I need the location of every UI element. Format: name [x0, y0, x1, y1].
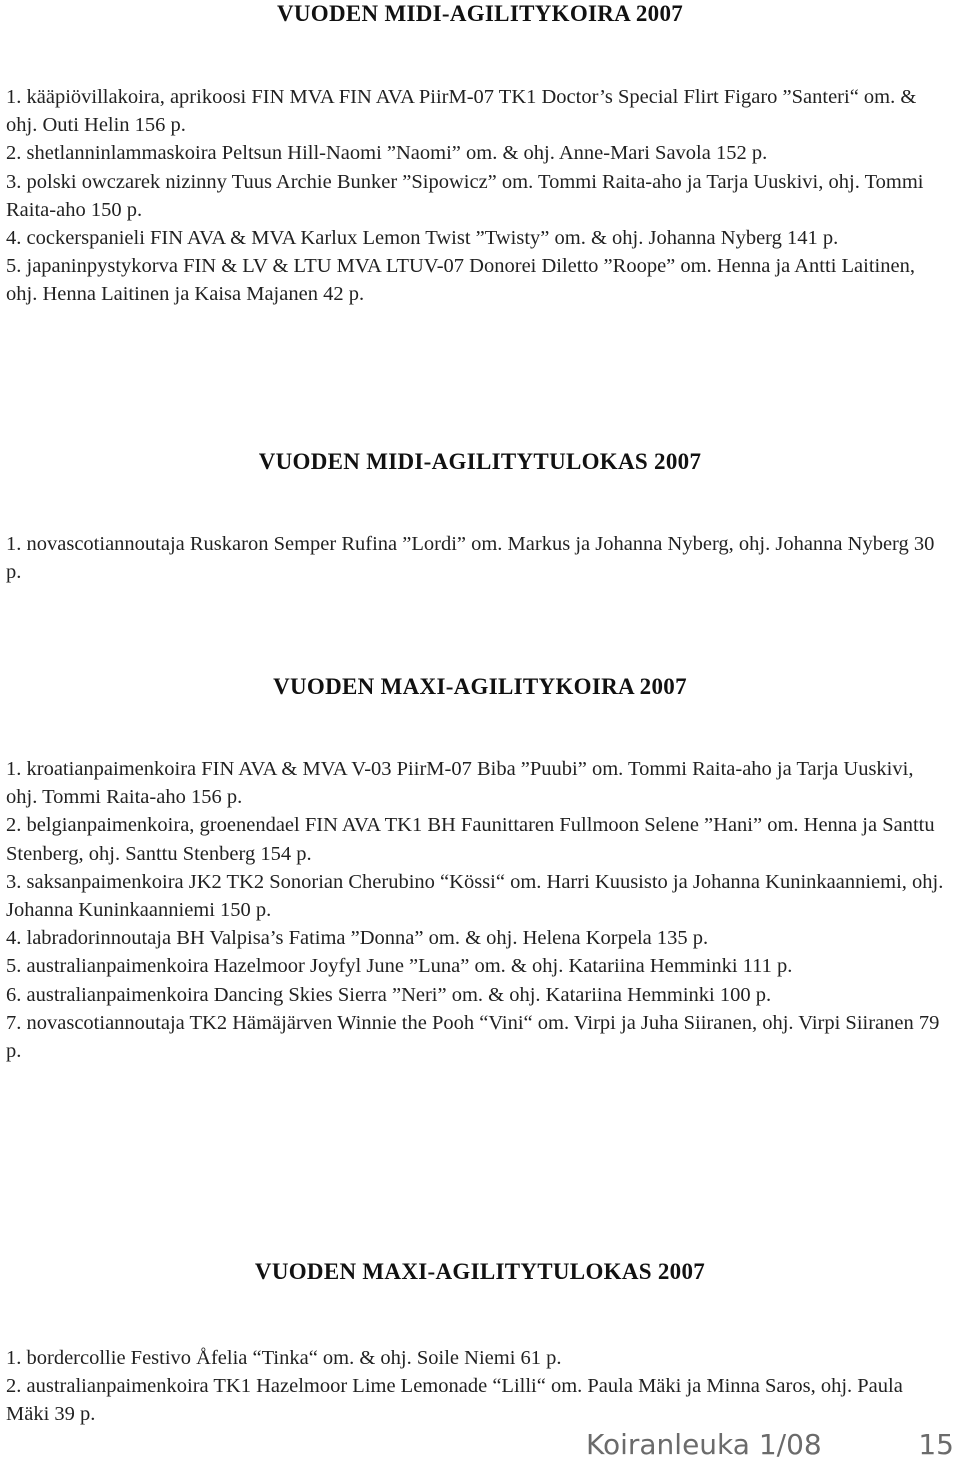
magazine-issue: Koiranleuka 1/08: [586, 1428, 822, 1461]
page-footer: [586, 1428, 960, 1462]
list-item: 1. kroatianpaimenkoira FIN AVA & MVA V-03 PiirM-07 Biba ”Puubi” om. Tommi Raita-aho ja Tarja Uuskivi, ohj. Tommi Raita-aho 156 p.: [6, 758, 914, 809]
list-item: 3. polski owczarek nizinny Tuus Archie Bunker ”Sipowicz” om. Tommi Raita-aho ja Tarja Uuskivi, ohj. Tommi Raita-aho 150 p.: [6, 170, 924, 221]
list-item: 2. belgianpaimenkoira, groenendael FIN AVA TK1 BH Faunittaren Fullmoon Selene ”Hani” om. Henna ja Santtu Stenberg, ohj. Santtu Stenberg 154 p.: [6, 814, 935, 865]
section-heading: VUODEN MAXI-AGILITYKOIRA 2007: [273, 674, 687, 699]
list-item: 5. japaninpystykorva FIN & LV & LTU MVA LTUV-07 Donorei Diletto ”Roope” om. Henna ja Antti Laitinen, ohj. Henna Laitinen ja Kaisa Majanen 42 p.: [6, 255, 915, 306]
page-number: 15: [918, 1428, 954, 1461]
results-list: [6, 755, 946, 1065]
list-item: 1. novascotiannoutaja Ruskaron Semper Rufina ”Lordi” om. Markus ja Johanna Nyberg, ohj. Johanna Nyberg 30 p.: [6, 533, 935, 584]
list-item: 6. australianpaimenkoira Dancing Skies Sierra ”Neri” om. & ohj. Katariina Hemminki 100 p.: [6, 983, 772, 1006]
list-item: 1. kääpiövillakoira, aprikoosi FIN MVA FIN AVA PiirM-07 TK1 Doctor’s Special Flirt Figaro ”Santeri“ om. & ohj. Outi Helin 156 p.: [6, 86, 917, 137]
results-list: [6, 1344, 946, 1429]
list-item: 3. saksanpaimenkoira JK2 TK2 Sonorian Cherubino “Kössi“ om. Harri Kuusisto ja Johanna Kuninkaanniemi, ohj. Johanna Kuninkaanniemi 150 p.: [6, 870, 944, 922]
list-item: 1. bordercollie Festivo Åfelia “Tinka“ om. & ohj. Soile Niemi 61 p.: [6, 1347, 562, 1369]
section-heading: VUODEN MIDI-AGILITYTULOKAS 2007: [258, 449, 702, 474]
list-item: 4. cockerspanieli FIN AVA & MVA Karlux Lemon Twist ”Twisty” om. & ohj. Johanna Nyberg 141 p.: [6, 227, 839, 250]
list-item: 4. labradorinnoutaja BH Valpisa’s Fatima ”Donna” om. & ohj. Helena Korpela 135 p.: [6, 927, 709, 950]
list-item: 2. shetlanninlammaskoira Peltsun Hill-Naomi ”Naomi” om. & ohj. Anne-Mari Savola 152 p.: [6, 142, 768, 165]
results-list: [6, 530, 946, 586]
list-item: 2. australianpaimenkoira TK1 Hazelmoor Lime Lemonade “Lilli“ om. Paula Mäki ja Minna Saros, ohj. Paula Mäki 39 p.: [6, 1375, 903, 1426]
section-heading: VUODEN MIDI-AGILITYKOIRA 2007: [276, 1, 684, 26]
results-list: [6, 83, 946, 309]
list-item: 5. australianpaimenkoira Hazelmoor Joyfyl June ”Luna” om. & ohj. Katariina Hemminki 111 p.: [6, 955, 793, 978]
section-heading: VUODEN MAXI-AGILITYTULOKAS 2007: [254, 1259, 706, 1284]
list-item: 7. novascotiannoutaja TK2 Hämäjärven Winnie the Pooh “Vini“ om. Virpi ja Juha Siiranen, ohj. Virpi Siiranen 79 p.: [6, 1011, 940, 1063]
